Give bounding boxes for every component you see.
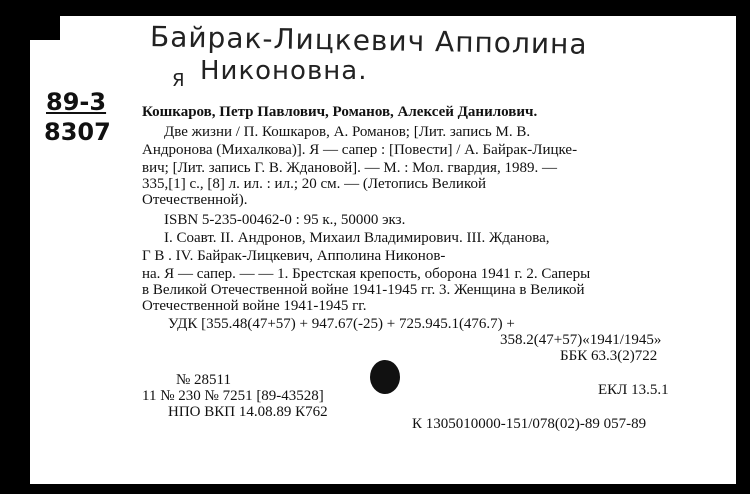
udk-line-2: 358.2(47+57)«1941/1945» xyxy=(500,332,662,348)
card-line: 335,[1] с., [8] л. ил. : ил.; 20 см. — (Летопись Великой xyxy=(142,176,486,192)
card-line: на. Я — сапер. — — 1. Брестская крепость, оборона 1941 г. 2. Саперы xyxy=(142,266,591,282)
ekl-line: ЕКЛ 13.5.1 xyxy=(598,382,669,398)
card-line: I. Соавт. II. Андронов, Михаил Владимирович. III. Жданова, xyxy=(164,230,550,246)
card-line: Андронова (Михалкова)]. Я — сапер : [Повести] / А. Байрак-Лицке- xyxy=(142,142,578,158)
order-line: 11 № 230 № 7251 [89-43528] xyxy=(142,388,324,404)
scan-border-top xyxy=(0,0,750,16)
card-line: Отечественной). xyxy=(142,192,248,208)
scan-border-left xyxy=(0,0,30,494)
udk-line: УДК [355.48(47+57) + 947.67(-25) + 725.945.1(476.7) + xyxy=(168,316,515,332)
card-number: № 28511 xyxy=(176,372,232,388)
handwritten-line-1: Байрак-Лицкевич Апполина xyxy=(149,20,588,61)
card-line: в Великой Отечественной войне 1941-1945 гг. 3. Женщина в Великой xyxy=(142,282,585,298)
card-line: ISBN 5-235-00462-0 : 95 к., 50000 экз. xyxy=(164,212,406,228)
card-line: Отечественной войне 1941-1945 гг. xyxy=(142,298,367,314)
card-heading: Кошкаров, Петр Павлович, Романов, Алексей Данилович. xyxy=(142,104,538,120)
scan-corner xyxy=(0,0,60,40)
shelf-mark-bottom: 8307 xyxy=(44,118,111,146)
card-line: Две жизни / П. Кошкаров, А. Романов; [Лит. запись М. В. xyxy=(164,124,531,140)
code-line: К 1305010000-151/078(02)-89 057-89 xyxy=(412,416,647,432)
punch-hole xyxy=(370,360,400,394)
handwritten-ya: Я xyxy=(172,70,186,91)
bbk-line: ББК 63.3(2)722 xyxy=(560,348,658,364)
card-line: вич; [Лит. запись Г. В. Ждановой]. — М. : Мол. гвардия, 1989. — xyxy=(142,160,557,176)
card-line: Г В . IV. Байрак-Лицкевич, Апполина Никонов- xyxy=(142,248,446,264)
scan-border-right xyxy=(736,0,750,494)
npo-line: НПО ВКП 14.08.89 К762 xyxy=(168,404,328,420)
shelf-mark-top: 89-3 xyxy=(46,88,107,116)
scan-border-bottom xyxy=(0,484,750,494)
handwritten-line-2: Никоновна. xyxy=(200,56,368,86)
